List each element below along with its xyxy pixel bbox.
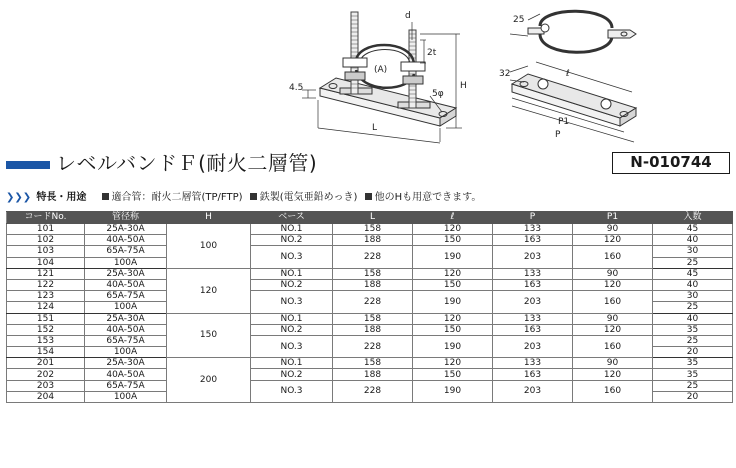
cell-size: 40A-50A	[85, 369, 167, 380]
cell-code: 102	[7, 235, 85, 246]
cell-ell: 120	[413, 358, 493, 369]
col-header-l: L	[333, 212, 413, 224]
label-l: L	[372, 123, 378, 133]
cell-size: 65A-75A	[85, 335, 167, 346]
label-h: H	[460, 81, 467, 91]
table-row	[7, 291, 733, 302]
cell-L: 228	[333, 246, 413, 268]
cell-size: 25A-30A	[85, 268, 167, 279]
cell-P1: 90	[573, 268, 653, 279]
cell-qty: 30	[653, 291, 733, 302]
title-bar	[4, 150, 732, 178]
cell-P: 203	[493, 335, 573, 357]
table-row	[7, 224, 733, 235]
cell-h: 120	[167, 268, 251, 313]
cell-P: 203	[493, 380, 573, 402]
square-bullet-icon	[365, 193, 372, 200]
cell-code: 151	[7, 313, 85, 324]
feature-item: 適合管：耐火二層管(TP/FTP)	[111, 192, 243, 203]
cell-ell: 150	[413, 235, 493, 246]
cell-P: 133	[493, 268, 573, 279]
cell-h: 150	[167, 313, 251, 358]
spec-table	[6, 211, 733, 403]
cell-P: 203	[493, 246, 573, 268]
cell-ell: 190	[413, 291, 493, 313]
cell-P1: 120	[573, 279, 653, 290]
cell-base: NO.2	[251, 369, 333, 380]
cell-size: 100A	[85, 347, 167, 358]
cell-P: 133	[493, 313, 573, 324]
product-title: レベルバンドＦ(耐火二層管)	[56, 151, 318, 175]
cell-ell: 190	[413, 380, 493, 402]
table-header-row	[7, 212, 733, 224]
cell-code: 122	[7, 279, 85, 290]
table-row	[7, 380, 733, 391]
cell-code: 104	[7, 257, 85, 268]
label-2t: 2t	[427, 48, 437, 58]
cell-size: 25A-30A	[85, 358, 167, 369]
cell-L: 158	[333, 224, 413, 235]
square-bullet-icon	[250, 193, 257, 200]
cell-ell: 150	[413, 369, 493, 380]
cell-size: 100A	[85, 257, 167, 268]
cell-ell: 120	[413, 268, 493, 279]
cell-ell: 120	[413, 313, 493, 324]
cell-code: 101	[7, 224, 85, 235]
cell-qty: 40	[653, 279, 733, 290]
right-base-plate	[512, 74, 636, 126]
cell-code: 203	[7, 380, 85, 391]
features-line	[6, 191, 481, 207]
cell-size: 65A-75A	[85, 246, 167, 257]
cell-P1: 160	[573, 335, 653, 357]
cell-code: 121	[7, 268, 85, 279]
cell-h: 200	[167, 358, 251, 403]
product-code-badge: N-010744	[612, 152, 730, 174]
cell-P1: 160	[573, 291, 653, 313]
cell-qty: 35	[653, 324, 733, 335]
drawing-canvas	[0, 0, 736, 150]
col-header-code: コードNo.	[7, 212, 85, 224]
label-thickness: 4.5	[289, 83, 304, 93]
square-bullet-icon	[102, 193, 109, 200]
label-a: (A)	[374, 65, 388, 75]
cell-L: 188	[333, 235, 413, 246]
cell-qty: 20	[653, 347, 733, 358]
cell-ell: 190	[413, 246, 493, 268]
cell-qty: 45	[653, 268, 733, 279]
table-row	[7, 324, 733, 335]
label-hole: 5φ	[432, 89, 444, 99]
cell-qty: 45	[653, 224, 733, 235]
cell-P1: 90	[573, 224, 653, 235]
cell-P1: 120	[573, 235, 653, 246]
label-width-25: 25	[513, 15, 525, 25]
col-header-ell: ℓ	[413, 212, 493, 224]
cell-L: 188	[333, 324, 413, 335]
cell-L: 228	[333, 291, 413, 313]
cell-base: NO.3	[251, 246, 333, 268]
cell-base: NO.2	[251, 235, 333, 246]
cell-L: 158	[333, 268, 413, 279]
cell-P1: 90	[573, 313, 653, 324]
col-header-qty: 入数	[653, 212, 733, 224]
cell-P: 133	[493, 358, 573, 369]
cell-qty: 25	[653, 257, 733, 268]
cell-code: 153	[7, 335, 85, 346]
cell-P1: 120	[573, 369, 653, 380]
cell-base: NO.2	[251, 324, 333, 335]
cell-ell: 120	[413, 224, 493, 235]
table-row	[7, 335, 733, 346]
table-row	[7, 369, 733, 380]
cell-base: NO.1	[251, 224, 333, 235]
cell-size: 65A-75A	[85, 291, 167, 302]
cell-base: NO.3	[251, 380, 333, 402]
product-drawing	[0, 0, 736, 150]
cell-size: 25A-30A	[85, 313, 167, 324]
cell-base: NO.2	[251, 279, 333, 290]
cell-qty: 35	[653, 369, 733, 380]
table-row	[7, 358, 733, 369]
cell-code: 124	[7, 302, 85, 313]
cell-base: NO.1	[251, 358, 333, 369]
cell-code: 154	[7, 347, 85, 358]
cell-qty: 40	[653, 313, 733, 324]
cell-qty: 30	[653, 246, 733, 257]
label-p: P	[555, 130, 561, 140]
cell-L: 158	[333, 313, 413, 324]
label-base-32: 32	[499, 69, 511, 79]
cell-ell: 190	[413, 335, 493, 357]
cell-size: 25A-30A	[85, 224, 167, 235]
cell-L: 228	[333, 335, 413, 357]
cell-P: 163	[493, 369, 573, 380]
table-row	[7, 313, 733, 324]
cell-qty: 40	[653, 235, 733, 246]
cell-code: 103	[7, 246, 85, 257]
cell-L: 228	[333, 380, 413, 402]
cell-qty: 20	[653, 391, 733, 402]
cell-P: 133	[493, 224, 573, 235]
label-p1: P1	[558, 117, 570, 127]
cell-qty: 35	[653, 358, 733, 369]
cell-P1: 160	[573, 246, 653, 268]
cell-size: 65A-75A	[85, 380, 167, 391]
feature-item: 鉄製(電気亜鉛めっき)	[259, 192, 358, 203]
cell-code: 201	[7, 358, 85, 369]
table-row	[7, 246, 733, 257]
cell-P1: 120	[573, 324, 653, 335]
label-ell: ℓ	[566, 69, 570, 79]
cell-L: 188	[333, 369, 413, 380]
title-accent-stripe	[6, 161, 50, 169]
cell-L: 188	[333, 279, 413, 290]
cell-base: NO.1	[251, 313, 333, 324]
chevron-icon: ❯❯❯	[6, 192, 32, 203]
cell-qty: 25	[653, 302, 733, 313]
cell-qty: 25	[653, 335, 733, 346]
cell-size: 100A	[85, 391, 167, 402]
col-header-p: P	[493, 212, 573, 224]
cell-L: 158	[333, 358, 413, 369]
table-row	[7, 279, 733, 290]
cell-base: NO.3	[251, 335, 333, 357]
cell-P: 163	[493, 324, 573, 335]
col-header-size: 管径称	[85, 212, 167, 224]
col-header-h: H	[167, 212, 251, 224]
cell-size: 40A-50A	[85, 235, 167, 246]
features-heading: 特長・用途	[36, 192, 87, 203]
cell-qty: 25	[653, 380, 733, 391]
cell-base: NO.3	[251, 291, 333, 313]
cell-size: 100A	[85, 302, 167, 313]
cell-size: 40A-50A	[85, 324, 167, 335]
table-row	[7, 268, 733, 279]
cell-P: 163	[493, 279, 573, 290]
cell-P: 203	[493, 291, 573, 313]
left-base-plate	[320, 78, 456, 126]
cell-ell: 150	[413, 324, 493, 335]
cell-P: 163	[493, 235, 573, 246]
label-d: d	[405, 11, 411, 21]
cell-P1: 160	[573, 380, 653, 402]
cell-P1: 90	[573, 358, 653, 369]
cell-code: 204	[7, 391, 85, 402]
table-row	[7, 235, 733, 246]
cell-base: NO.1	[251, 268, 333, 279]
cell-code: 152	[7, 324, 85, 335]
cell-h: 100	[167, 224, 251, 269]
col-header-p1: P1	[573, 212, 653, 224]
cell-ell: 150	[413, 279, 493, 290]
right-band	[528, 11, 636, 52]
cell-code: 123	[7, 291, 85, 302]
col-header-base: ベース	[251, 212, 333, 224]
feature-item: 他のHも用意できます。	[374, 192, 482, 203]
cell-code: 202	[7, 369, 85, 380]
cell-size: 40A-50A	[85, 279, 167, 290]
